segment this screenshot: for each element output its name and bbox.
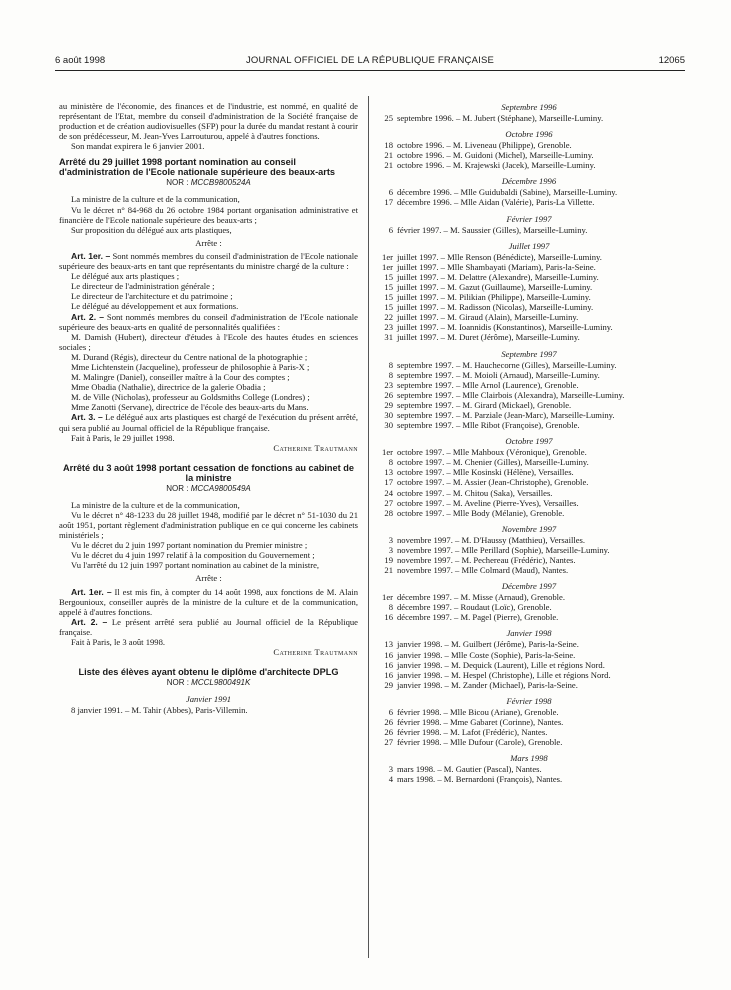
graduate-entry <box>372 150 686 160</box>
graduate-entry <box>372 262 686 272</box>
decree-2-visa: Vu le décret du 2 juin 1997 portant nomination du Premier ministre ; <box>71 540 308 551</box>
graduate-entry <box>372 498 686 508</box>
month-heading: Février 1998 <box>506 695 552 706</box>
entry-day: 29 <box>384 399 393 410</box>
graduate-entry <box>372 282 686 292</box>
page-header <box>55 55 685 69</box>
entry-day: 16 <box>384 649 393 660</box>
graduate-entry <box>372 312 686 322</box>
entry-text: juillet 1997. – M. Duret (Jérôme), Marseille-Luminy. <box>397 332 580 343</box>
entry-day: 4 <box>388 774 393 785</box>
decree-1-title: Arrêté du 29 juillet 1998 portant nomination au conseil d'administration de l'Ecole nationale supérieure des beaux-arts <box>59 157 335 178</box>
entry-day: 21 <box>384 160 393 171</box>
entry-text: octobre 1997. – M. Assier (Jean-Christophe), Grenoble. <box>397 477 589 488</box>
graduate-entry <box>372 717 686 727</box>
month-heading: Septembre 1996 <box>501 102 557 112</box>
graduate-entry <box>372 252 686 262</box>
header-page-number: 12065 <box>658 55 685 66</box>
decree-1-list2-item: Mme Obadia (Nathalie), directrice de la galerie Obadia ; <box>71 382 266 393</box>
decree-1-list1-item: Le délégué aux arts plastiques ; <box>71 271 180 282</box>
entry-text: octobre 1997. – M. Aveline (Pierre-Yves), Versailles. <box>397 497 579 508</box>
entry-text: juillet 1997. – Mlle Renson (Bénédicte), Marseille-Luminy. <box>397 251 602 262</box>
entry-text: juillet 1997. – M. Ioannidis (Konstantinos), Marseille-Luminy. <box>397 322 613 333</box>
graduate-entry <box>372 565 686 575</box>
entry-day: 1er <box>382 592 393 603</box>
graduate-entry <box>372 225 686 235</box>
entry-day: 31 <box>384 332 393 343</box>
graduate-entry <box>372 272 686 282</box>
entry-day: 13 <box>384 467 393 478</box>
entry-day: 6 <box>388 187 393 198</box>
entry-day: 6 <box>388 224 393 235</box>
decree-1-list2-item: Mme Lichtenstein (Jacqueline), professeur de philosophie à Paris-X ; <box>71 361 310 372</box>
entry-text: octobre 1997. – Mlle Kosinski (Hélène), Versailles. <box>397 467 574 478</box>
graduate-entry <box>372 197 686 207</box>
graduate-entry <box>372 764 686 774</box>
entry-day: 1er <box>382 251 393 262</box>
entry-text: février 1998. – Mme Gabaret (Corinne), Nantes. <box>397 717 564 728</box>
entry-text: septembre 1997. – M. Hauchecorne (Gilles), Marseille-Luminy. <box>397 359 617 370</box>
graduate-entry <box>372 447 686 457</box>
decree-1-minister: La ministre de la culture et de la communication, <box>71 194 240 205</box>
list-nor: NOR : MCCL9800491K <box>166 678 251 688</box>
month-heading: Mars 1998 <box>510 753 548 764</box>
entry-day: 3 <box>388 534 393 545</box>
entry-text: janvier 1998. – M. Dequick (Laurent), Lille et régions Nord. <box>397 659 605 670</box>
entry-text: janvier 1998. – M. Zander (Michael), Paris-la-Seine. <box>397 679 578 690</box>
graduate-entry <box>372 380 686 390</box>
entry-text: septembre 1997. – M. Moioli (Arnaud), Marseille-Luminy. <box>397 369 600 380</box>
entry-text: septembre 1996. – M. Jubert (Stéphane), Marseille-Luminy. <box>397 113 604 123</box>
entry-day: 16 <box>384 659 393 670</box>
decree-2-nor: NOR : MCCA9800549A <box>166 483 251 493</box>
graduate-entry <box>372 332 686 342</box>
graduate-entry <box>372 602 686 612</box>
entry-day: 13 <box>384 639 393 650</box>
left-column <box>59 101 358 715</box>
entry-day: 30 <box>384 409 393 420</box>
entry-text: octobre 1996. – M. Liveneau (Philippe), Grenoble. <box>397 140 572 151</box>
decree-2-fait: Fait à Paris, le 3 août 1998. <box>71 637 166 648</box>
graduate-entry <box>372 508 686 518</box>
decree-2-visa: Vu l'arrêté du 12 juin 1997 portant nomination au cabinet de la ministre, <box>71 560 320 571</box>
decree-1-visa: Vu le décret n° 84-968 du 26 octobre 1984 portant organisation administrative et financière de l'Ecole nationale supérieure des beaux-arts ; <box>59 204 358 225</box>
entry-text: novembre 1997. – Mlle Perillard (Sophie), Marseille-Luminy. <box>397 544 610 555</box>
entry-text: juillet 1997. – M. Delattre (Alexandre), Marseille-Luminy. <box>397 271 599 282</box>
intro-mandate: Son mandat expirera le 6 janvier 2001. <box>71 141 205 152</box>
entry-text: février 1998. – M. Lafot (Frédéric), Nantes. <box>397 727 548 738</box>
entry-day: 1er <box>382 447 393 458</box>
decree-2-minister: La ministre de la culture et de la communication, <box>71 499 240 510</box>
graduate-entry <box>372 140 686 150</box>
entry-day: 15 <box>384 302 393 313</box>
entry-day: 16 <box>384 612 393 623</box>
decree-1-art2: Art. 2. – Sont nommés membres du conseil d'administration de l'Ecole nationale supérieure des beaux-arts en qualité de personnalités qualifiées : <box>59 311 358 332</box>
entry-text: décembre 1996. – Mlle Guidubaldi (Sabine), Marseille-Luminy. <box>397 187 618 198</box>
entry-day: 29 <box>384 679 393 690</box>
entry-text: novembre 1997. – M. D'Haussy (Matthieu), Versailles. <box>397 534 586 545</box>
decree-1-art1: Art. 1er. – Sont nommés membres du conseil d'administration de l'Ecole nationale supérieure des beaux-arts en tant que représentants du ministre chargé de la culture : <box>59 250 358 272</box>
decree-1-list2-item: M. Durand (Régis), directeur du Centre national de la photographie ; <box>71 351 308 362</box>
entry-text: décembre 1996. – Mlle Aidan (Valérie), Paris-La Villette. <box>397 197 595 208</box>
entry-day: 26 <box>384 717 393 728</box>
graduate-entry <box>372 612 686 622</box>
decree-1-list2-item: M. Malingre (Daniel), conseiller maître à la Cour des comptes ; <box>71 372 290 383</box>
graduate-entry <box>372 292 686 302</box>
entry-day: 19 <box>384 555 393 565</box>
entry-day: 21 <box>384 565 393 576</box>
month-heading: Janvier 1991 <box>185 694 232 705</box>
entry-day: 22 <box>384 312 393 323</box>
decree-1-proposal: Sur proposition du délégué aux arts plastiques, <box>71 224 232 235</box>
decree-1-arrete: Arrête : <box>195 237 222 248</box>
entry-day: 27 <box>384 497 393 508</box>
month-heading: Octobre 1996 <box>505 129 553 140</box>
entry-text: mars 1998. – M. Bernardoni (François), Nantes. <box>397 774 563 785</box>
graduate-entry <box>372 187 686 197</box>
intro-paragraph: au ministère de l'économie, des finances et de l'industrie, est nommé, en qualité de représentant de l'Etat, membre du conseil d'administration de la Société française de production et de création audiovisuelles (SFP) pour la durée du mandat restant à courir de son prédécesseur, M. Jean-Yves Larrouturou, appelé à d'autres fonctions. <box>59 101 358 142</box>
entry-text: janvier 1998. – M. Guilbert (Jérôme), Paris-la-Seine. <box>397 639 579 650</box>
entry-day: 30 <box>384 420 393 431</box>
entry-day: 23 <box>384 322 393 333</box>
entry-text: octobre 1996. – M. Guidoni (Michel), Marseille-Luminy. <box>397 150 594 161</box>
decree-1-fait: Fait à Paris, le 29 juillet 1998. <box>71 432 175 443</box>
entry-day: 26 <box>384 727 393 738</box>
decree-1-list1-item: Le délégué au développement et aux formations. <box>71 301 239 312</box>
entry-day: 8 <box>388 359 393 370</box>
entry-text: décembre 1997. – M. Pagel (Pierre), Grenoble. <box>397 612 559 623</box>
decree-1-list2-item: Mme Zanotti (Servane), directrice de l'école des beaux-arts du Mans. <box>71 402 309 413</box>
entry-day: 28 <box>384 507 393 518</box>
month-heading: Novembre 1997 <box>501 523 557 534</box>
entry-text: février 1997. – M. Saussier (Gilles), Marseille-Luminy. <box>397 224 588 235</box>
entry-text: octobre 1997. – Mlle Body (Mélanie), Grenoble. <box>397 507 565 518</box>
entry-day: 8 <box>388 369 393 380</box>
entry-day: 3 <box>388 544 393 555</box>
graduate-entry <box>372 390 686 400</box>
header-date: 6 août 1998 <box>55 55 106 66</box>
graduate-entry <box>372 302 686 312</box>
graduate-entry <box>372 477 686 487</box>
entry-day: 26 <box>384 389 393 400</box>
decree-1-signature: Catherine Trautmann <box>273 442 358 453</box>
decree-2-title: Arrêté du 3 août 1998 portant cessation de fonctions au cabinet de la ministre <box>62 462 354 483</box>
entry-day: 8 <box>388 457 393 468</box>
entry-text: octobre 1997. – Mlle Mahboux (Véronique), Grenoble. <box>397 447 587 458</box>
entry-day: 1er <box>382 261 393 272</box>
entry-text: juillet 1997. – M. Radisson (Nicolas), Marseille-Luminy. <box>397 302 594 313</box>
graduate-entry <box>372 370 686 380</box>
graduate-entry <box>372 592 686 602</box>
entry-day: 25 <box>384 113 393 123</box>
entry-text: octobre 1997. – M. Chitou (Saka), Versailles. <box>397 487 553 498</box>
entry-text: janvier 1998. – Mlle Coste (Sophie), Paris-la-Seine. <box>397 649 576 660</box>
entry-day: 17 <box>384 477 393 488</box>
entry-text: septembre 1997. – Mlle Ribot (Françoise), Grenoble. <box>397 420 580 431</box>
entry-day: 21 <box>384 150 393 161</box>
graduate-entry <box>372 555 686 565</box>
entry-day: 18 <box>384 140 393 151</box>
entry-text: juillet 1997. – M. Giraud (Alain), Marseille-Luminy. <box>397 312 579 323</box>
entry-day: 15 <box>384 281 393 292</box>
entry-text: janvier 1998. – M. Hespel (Christophe), Lille et régions Nord. <box>397 669 611 680</box>
graduate-entry <box>372 660 686 670</box>
graduate-entry <box>372 410 686 420</box>
graduate-entry <box>372 400 686 410</box>
entry-day: 17 <box>384 197 393 208</box>
graduate-entry <box>372 160 686 170</box>
entry-text: juillet 1997. – M. Pilikian (Philippe), Marseille-Luminy. <box>397 292 591 303</box>
entry-day: 16 <box>384 669 393 680</box>
graduate-entry <box>372 360 686 370</box>
entry-day: 15 <box>384 292 393 303</box>
month-heading: Juillet 1997 <box>508 240 550 251</box>
graduate-entry <box>372 727 686 737</box>
decree-2-art1: Art. 1er. – Il est mis fin, à compter du 14 août 1998, aux fonctions de M. Alain Bergounioux, conseiller auprès de la ministre de la culture et de la communication, appelé à d'autres fonctions. <box>59 586 358 617</box>
decree-2-visa: Vu le décret n° 48-1233 du 28 juillet 1948, modifié par le décret n° 51-1030 du 21 août 1951, portant règlement d'administration publique en ce qui concerne les cabinets ministériels ; <box>59 509 358 541</box>
decree-2-signature: Catherine Trautmann <box>273 647 358 658</box>
decree-2-art2: Art. 2. – Le présent arrêté sera publié au Journal officiel de la République française. <box>59 616 358 637</box>
decree-2-arrete: Arrête : <box>195 573 222 584</box>
graduate-entry <box>372 322 686 332</box>
decree-1-list1-item: Le directeur de l'administration générale ; <box>71 281 215 292</box>
graduate-entry <box>372 639 686 649</box>
entry-text: juillet 1997. – Mlle Shambayati (Mariam), Paris-la-Seine. <box>397 261 596 272</box>
graduate-entry <box>372 535 686 545</box>
entry-text: février 1998. – Mlle Bicou (Ariane), Grenoble. <box>397 706 559 717</box>
graduate-entry <box>372 650 686 660</box>
entry-day: 8 <box>388 602 393 613</box>
graduate-entry <box>372 670 686 680</box>
entry-text: octobre 1997. – M. Chenier (Gilles), Marseille-Luminy. <box>397 457 589 468</box>
graduate-entry <box>372 113 686 123</box>
graduate-entry <box>372 737 686 747</box>
entry-day: 23 <box>384 379 393 390</box>
entry-text: novembre 1997. – M. Pechereau (Frédéric), Nantes. <box>397 555 576 565</box>
entry-day: 15 <box>384 271 393 282</box>
graduate-entry <box>372 488 686 498</box>
entry-text: décembre 1997. – M. Misse (Arnaud), Grenoble. <box>397 592 566 603</box>
decree-1-nor: NOR : MCCB9800524A <box>166 178 251 188</box>
entry-text: juillet 1997. – M. Gazut (Guillaume), Marseille-Luminy. <box>397 281 593 292</box>
decree-1-list1-item: Le directeur de l'architecture et du patrimoine ; <box>71 291 233 302</box>
entry-day: 27 <box>384 737 393 748</box>
month-heading: Février 1997 <box>506 213 552 224</box>
entry-day: 3 <box>388 764 393 775</box>
decree-1-list2-item: M. de Ville (Nicholas), professeur au Goldsmiths College (Londres) ; <box>71 392 310 403</box>
month-heading: Décembre 1997 <box>501 581 557 592</box>
graduate-entry <box>372 680 686 690</box>
entry-text: septembre 1997. – M. Parziale (Jean-Marc), Marseille-Luminy. <box>397 409 615 420</box>
graduate-entry <box>372 457 686 467</box>
decree-1-list2-item: M. Damish (Hubert), directeur d'études à l'Ecole des hautes études en sciences sociales ; <box>59 331 358 352</box>
header-rule <box>55 70 685 71</box>
entry-text: septembre 1997. – Mlle Arnol (Laurence), Grenoble. <box>397 379 579 390</box>
entry-text: décembre 1997. – Roudaut (Loïc), Grenoble. <box>397 602 552 613</box>
entry-day: 6 <box>388 706 393 717</box>
entry-text: novembre 1997. – Mlle Colmard (Maud), Nantes. <box>397 565 569 576</box>
entry-text: mars 1998. – M. Gautier (Pascal), Nantes. <box>397 764 542 775</box>
list-title: Liste des élèves ayant obtenu le diplôme d'architecte DPLG <box>78 667 339 678</box>
decree-1-art3: Art. 3. – Le délégué aux arts plastiques est chargé de l'exécution du présent arrêté, qui sera publié au Journal officiel de la République française. <box>59 412 358 433</box>
month-heading: Décembre 1996 <box>501 176 557 187</box>
entry-day: 24 <box>384 487 393 498</box>
header-journal-title: JOURNAL OFFICIEL DE LA RÉPUBLIQUE FRANÇAISE <box>245 55 495 66</box>
graduate-entry <box>372 545 686 555</box>
right-column <box>372 101 686 785</box>
month-heading: Janvier 1998 <box>506 628 552 639</box>
graduate-entry <box>372 467 686 477</box>
month-heading: Octobre 1997 <box>505 436 553 447</box>
entry-text: février 1998. – Mlle Dufour (Carole), Grenoble. <box>397 737 563 748</box>
entry-text: septembre 1997. – Mlle Clairbois (Alexandra), Marseille-Luminy. <box>397 389 625 400</box>
graduate-entry <box>372 707 686 717</box>
month-heading: Septembre 1997 <box>501 348 557 359</box>
graduate-entry <box>372 420 686 430</box>
entry-text: septembre 1997. – M. Girard (Mickael), Grenoble. <box>397 399 572 410</box>
graduate-entry <box>372 774 686 784</box>
graduate-entry: 8 janvier 1991. – M. Tahir (Abbes), Paris-Villemin. <box>71 705 248 716</box>
entry-text: octobre 1996. – M. Krajewski (Jacek), Marseille-Luminy. <box>397 160 596 171</box>
column-divider <box>368 96 369 958</box>
decree-2-visa: Vu le décret du 4 juin 1997 relatif à la composition du Gouvernement ; <box>71 550 315 561</box>
